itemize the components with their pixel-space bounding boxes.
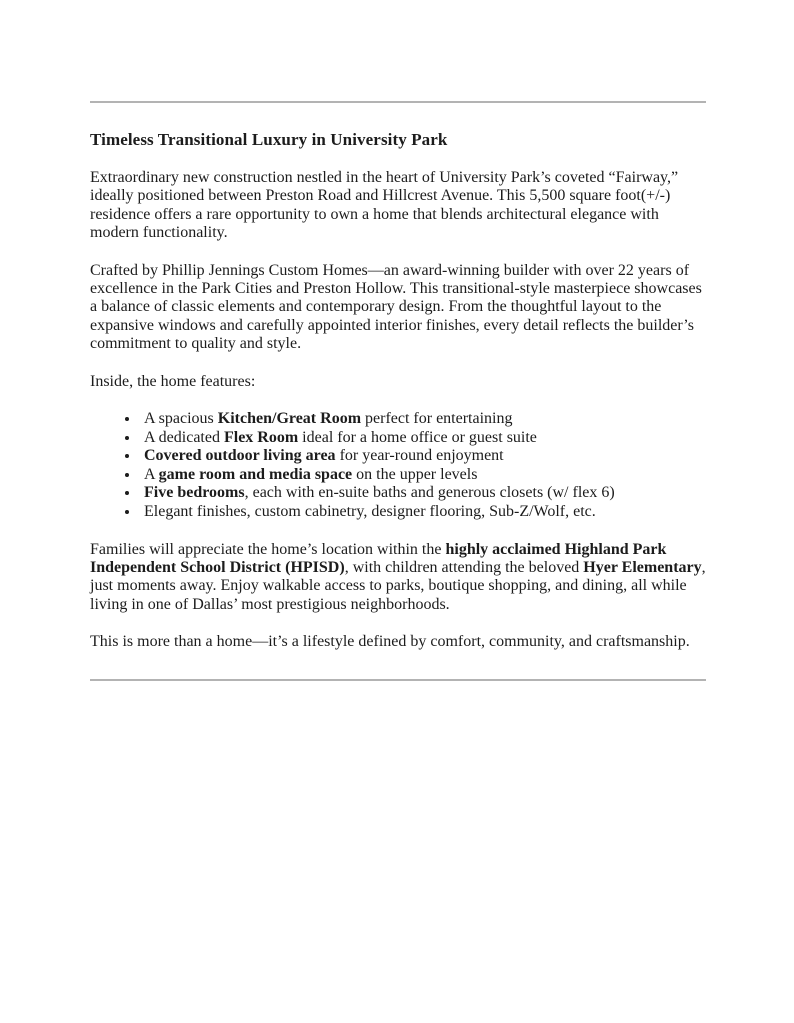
feature-item-bedrooms: • Five bedrooms, each with en-suite baths and generous closets (w/ flex 6) [140,484,706,503]
builder-paragraph: Crafted by Phillip Jennings Custom Homes—an award-winning builder with over 22 years of excellence in the Park Cities and Preston Hollow. This transitional-style masterpiece showcases a balance of classic elements and contemporary design. From the thoughtful layout to the expansive windows and carefully appointed interior finishes, every detail reflects the builder’s commitment to quality and style. [90,261,702,353]
feature-item-outdoor-living: • Covered outdoor living area for year-round enjoyment [140,447,706,466]
listing-title: Timeless Transitional Luxury in University Park [90,130,448,149]
intro-paragraph: Extraordinary new construction nestled in the heart of University Park’s coveted “Fairway,” ideally positioned between Preston Road and Hillcrest Avenue. This 5,500 square foot(+/-) residence offers a rare opportunity to own a home that blends architectural elegance with modern functionality. [90,169,679,242]
schools-paragraph: Families will appreciate the home’s location within the highly acclaimed Highland Park Independent School District (HPISD), with children attending the beloved Hyer Elementary, just moments away. Enjoy walkable access to parks, boutique shopping, and dining, all while living in one of Dallas’ most prestigious neighborhoods. [90,540,706,613]
features-lead: Inside, the home features: [90,372,256,390]
features-list [90,410,706,522]
feature-item-finishes: • Elegant finishes, custom cabinetry, designer flooring, Sub-Z/Wolf, etc. [140,503,706,522]
top-divider [90,101,706,103]
feature-item-flex-room: • A dedicated Flex Room ideal for a home office or guest suite [140,429,706,448]
closing-paragraph: This is more than a home—it’s a lifestyle defined by comfort, community, and craftsmanship. [90,633,690,651]
listing-document [90,101,706,681]
feature-item-kitchen: • A spacious Kitchen/Great Room perfect for entertaining [140,410,706,429]
feature-item-game-room: • A game room and media space on the upper levels [140,466,706,485]
bottom-divider [90,679,706,681]
